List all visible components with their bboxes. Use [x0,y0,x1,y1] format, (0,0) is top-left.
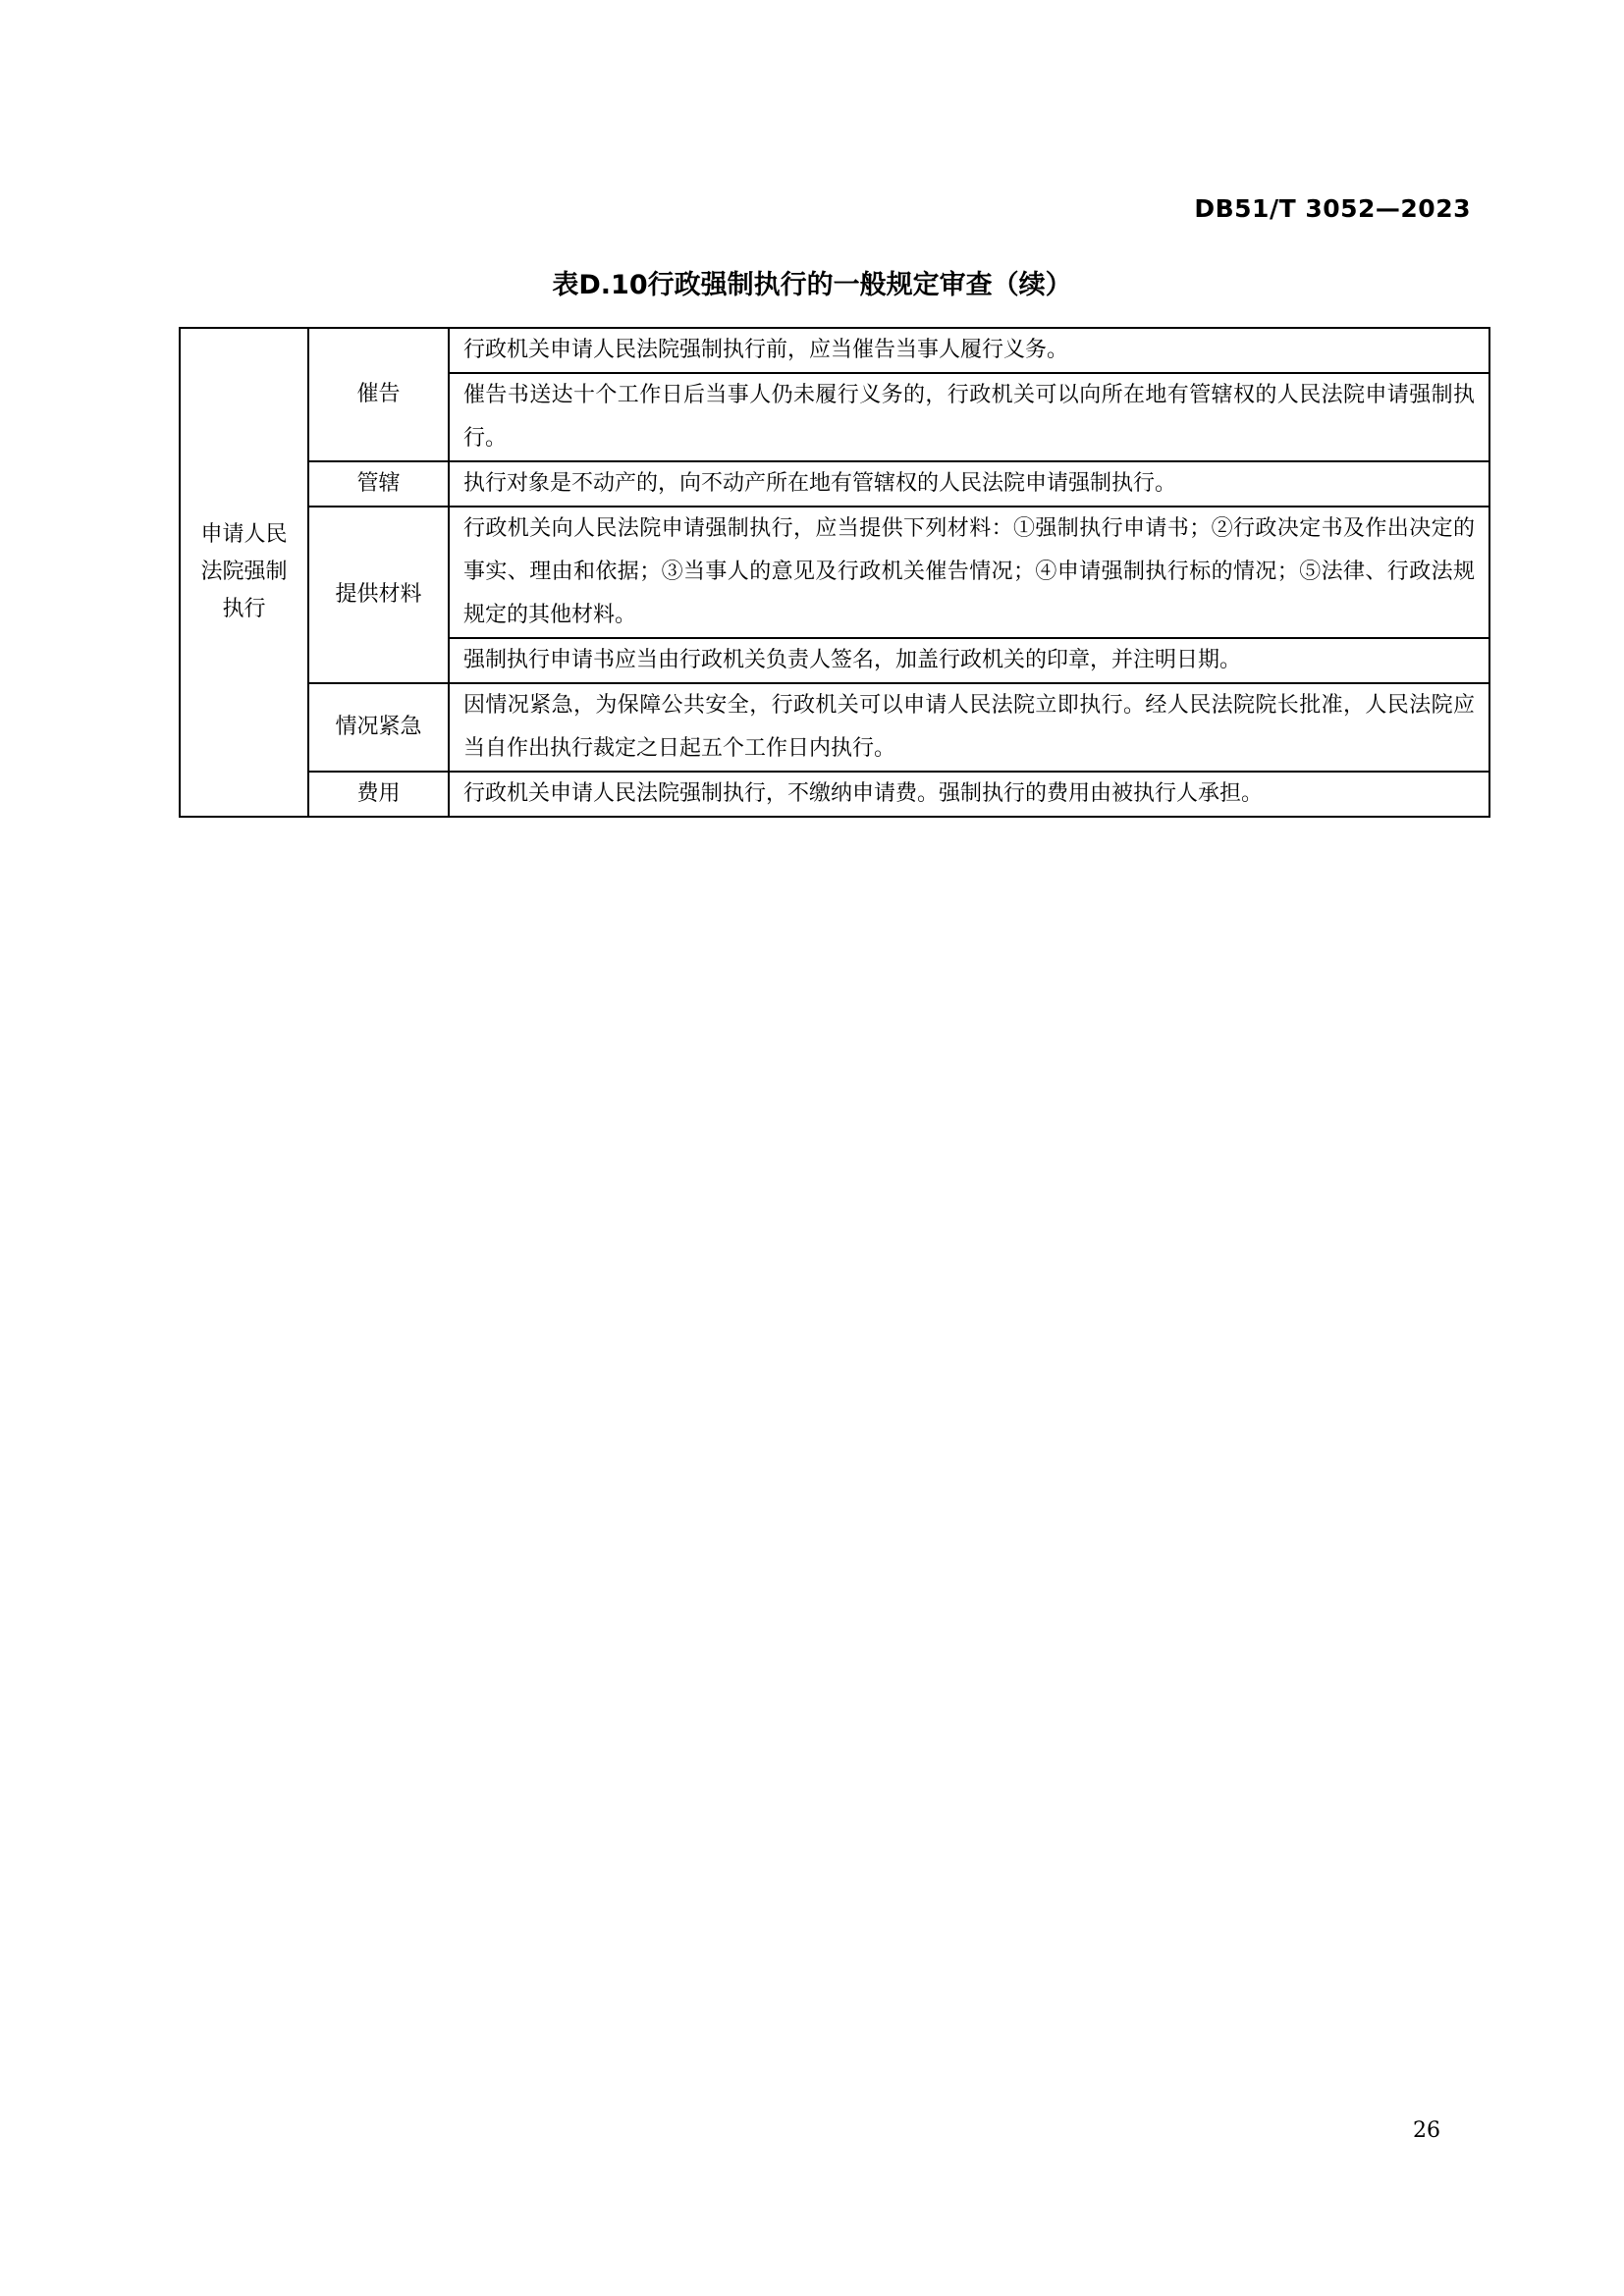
subcategory-cell-materials: 提供材料 [308,507,449,683]
category-label: 申请人民法院强制执行 [200,522,288,621]
subcategory-cell-fees: 费用 [308,772,449,817]
content-cell: 行政机关向人民法院申请强制执行，应当提供下列材料：①强制执行申请书；②行政决定书及作出决定的事实、理由和依据；③当事人的意见及行政机关催告情况；④申请强制执行标的情况；⑤法律、行政法规规定的其他材料。 [449,507,1489,638]
page-number: 26 [1413,2118,1440,2143]
content-cell: 催告书送达十个工作日后当事人仍未履行义务的，行政机关可以向所在地有管辖权的人民法院申请强制执行。 [449,373,1489,461]
content-cell: 执行对象是不动产的，向不动产所在地有管辖权的人民法院申请强制执行。 [449,461,1489,507]
subcategory-cell-emergency: 情况紧急 [308,683,449,772]
table-row [180,772,1489,817]
standard-code: DB51/T 3052—2023 [1194,194,1471,223]
subcategory-cell-jurisdiction: 管辖 [308,461,449,507]
table-row [180,507,1489,638]
table-row [180,461,1489,507]
review-table [179,327,1490,818]
content-cell: 行政机关申请人民法院强制执行前，应当催告当事人履行义务。 [449,328,1489,373]
table-title: 表D.10行政强制执行的一般规定审查（续） [552,270,1072,300]
table-row [180,683,1489,772]
subcategory-cell-notice: 催告 [308,328,449,461]
content-cell: 行政机关申请人民法院强制执行，不缴纳申请费。强制执行的费用由被执行人承担。 [449,772,1489,817]
content-cell: 强制执行申请书应当由行政机关负责人签名，加盖行政机关的印章，并注明日期。 [449,638,1489,683]
content-cell: 因情况紧急，为保障公共安全，行政机关可以申请人民法院立即执行。经人民法院院长批准，人民法院应当自作出执行裁定之日起五个工作日内执行。 [449,683,1489,772]
table-row [180,328,1489,373]
category-cell [180,328,308,817]
